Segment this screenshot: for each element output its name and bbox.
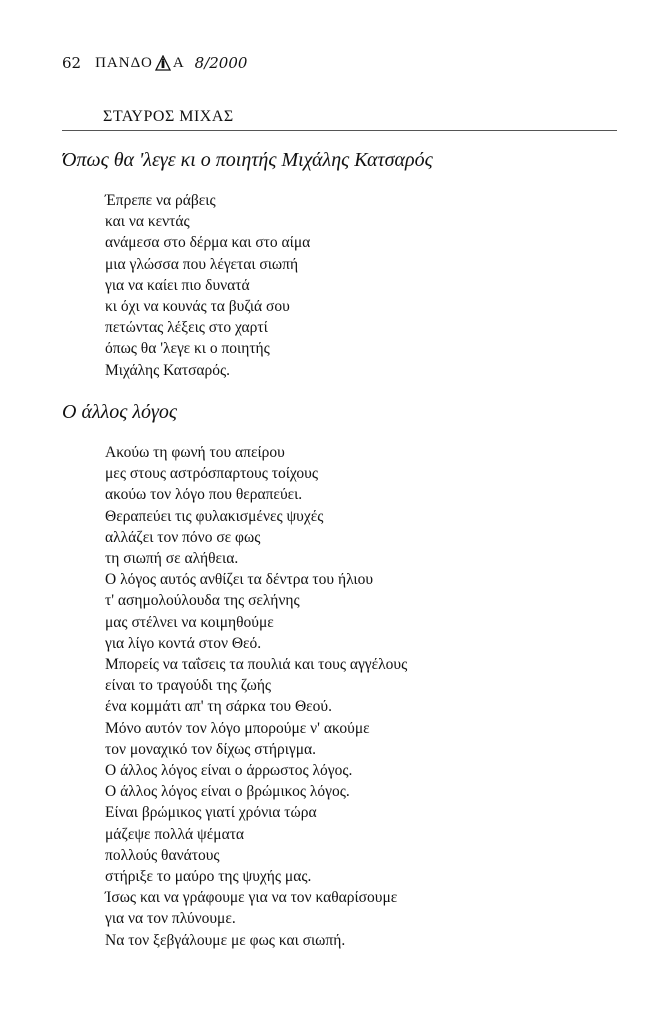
poem-line: μια γλώσσα που λέγεται σιωπή (105, 255, 299, 273)
poem-title: Όπως θα 'λεγε κι ο ποιητής Μιχάλης Κατσαρός (62, 149, 433, 171)
poem-line: Μιχάλης Κατσαρός. (105, 361, 231, 379)
poem-line: μας στέλνει να κοιμηθούμε (105, 613, 274, 631)
poem-line: Ο άλλος λόγος είναι ο άρρωστος λόγος. (105, 762, 353, 780)
poem-line: Είναι βρώμικος γιατί χρόνια τώρα (105, 804, 317, 822)
poem-line: ανάμεσα στο δέρμα και στο αίμα (105, 234, 311, 252)
poem-line: πετώντας λέξεις στο χαρτί (105, 319, 268, 337)
poem-line: Ίσως και να γράφουμε για να τον καθαρίσουμε (105, 889, 398, 907)
poem-line: για λίγο κοντά στον Θεό. (105, 634, 262, 652)
issue-number: 8/2000 (194, 54, 248, 72)
journal-title-left: ΠΑΝΔΟ (95, 54, 153, 71)
poem-line: Μπορείς να ταΐσεις τα πουλιά και τους αγγέλους (105, 656, 408, 674)
poem-body (105, 190, 310, 381)
poem-line: Ο λόγος αυτός ανθίζει τα δέντρα του ήλιου (105, 571, 373, 589)
poem-line: για να καίει πιο δυνατά (105, 276, 250, 294)
poem-line: μάζεψε πολλά ψέματα (105, 825, 245, 843)
poem-line: κι όχι να κουνάς τα βυζιά σου (105, 298, 290, 316)
poem-line: όπως θα 'λεγε κι ο ποιητής (105, 340, 270, 358)
page-number: 62 (62, 54, 82, 72)
poem-line: αλλάζει τον πόνο σε φως (105, 528, 261, 546)
poem-line: τη σιωπή σε αλήθεια. (105, 550, 239, 568)
journal-title-right: Α (172, 54, 185, 71)
poem-line: Θεραπεύει τις φυλακισμένες ψυχές (105, 507, 324, 525)
poem-line: Ο άλλος λόγος είναι ο βρώμικος λόγος. (105, 783, 350, 801)
poem-line: στήριξε το μαύρο της ψυχής μας. (105, 868, 312, 886)
poem-line: και να κεντάς (105, 213, 190, 231)
header-divider (62, 130, 617, 131)
poem-line: μες στους αστρόσπαρτους τοίχους (105, 465, 318, 483)
author-name: ΣΤΑΥΡΟΣ ΜΙΧΑΣ (103, 108, 234, 125)
poem-body (105, 442, 407, 951)
poem-line: Έπρεπε να ράβεις (105, 192, 216, 209)
poem-line: τον μοναχικό τον δίχως στήριγμα. (105, 740, 317, 758)
lighthouse-icon (155, 55, 171, 71)
poem-line: τ' ασημολούλουδα της σελήνης (105, 592, 300, 610)
poem-line: Μόνο αυτόν τον λόγο μπορούμε ν' ακούμε (105, 719, 370, 737)
poem-line: Να τον ξεβγάλουμε με φως και σιωπή. (105, 931, 346, 949)
poem-line: για να τον πλύνουμε. (105, 910, 236, 928)
poem-line: ακούω τον λόγο που θεραπεύει. (105, 486, 303, 504)
poem-line: Ακούω τη φωνή του απείρου (105, 444, 285, 461)
journal-title (95, 55, 185, 72)
poem-title: Ο άλλος λόγος (62, 401, 178, 423)
page-header (62, 52, 247, 74)
poem-line: ένα κομμάτι απ' τη σάρκα του Θεού. (105, 698, 332, 716)
poem-line: είναι το τραγούδι της ζωής (105, 677, 272, 695)
poem-line: πολλούς θανάτους (105, 846, 220, 864)
